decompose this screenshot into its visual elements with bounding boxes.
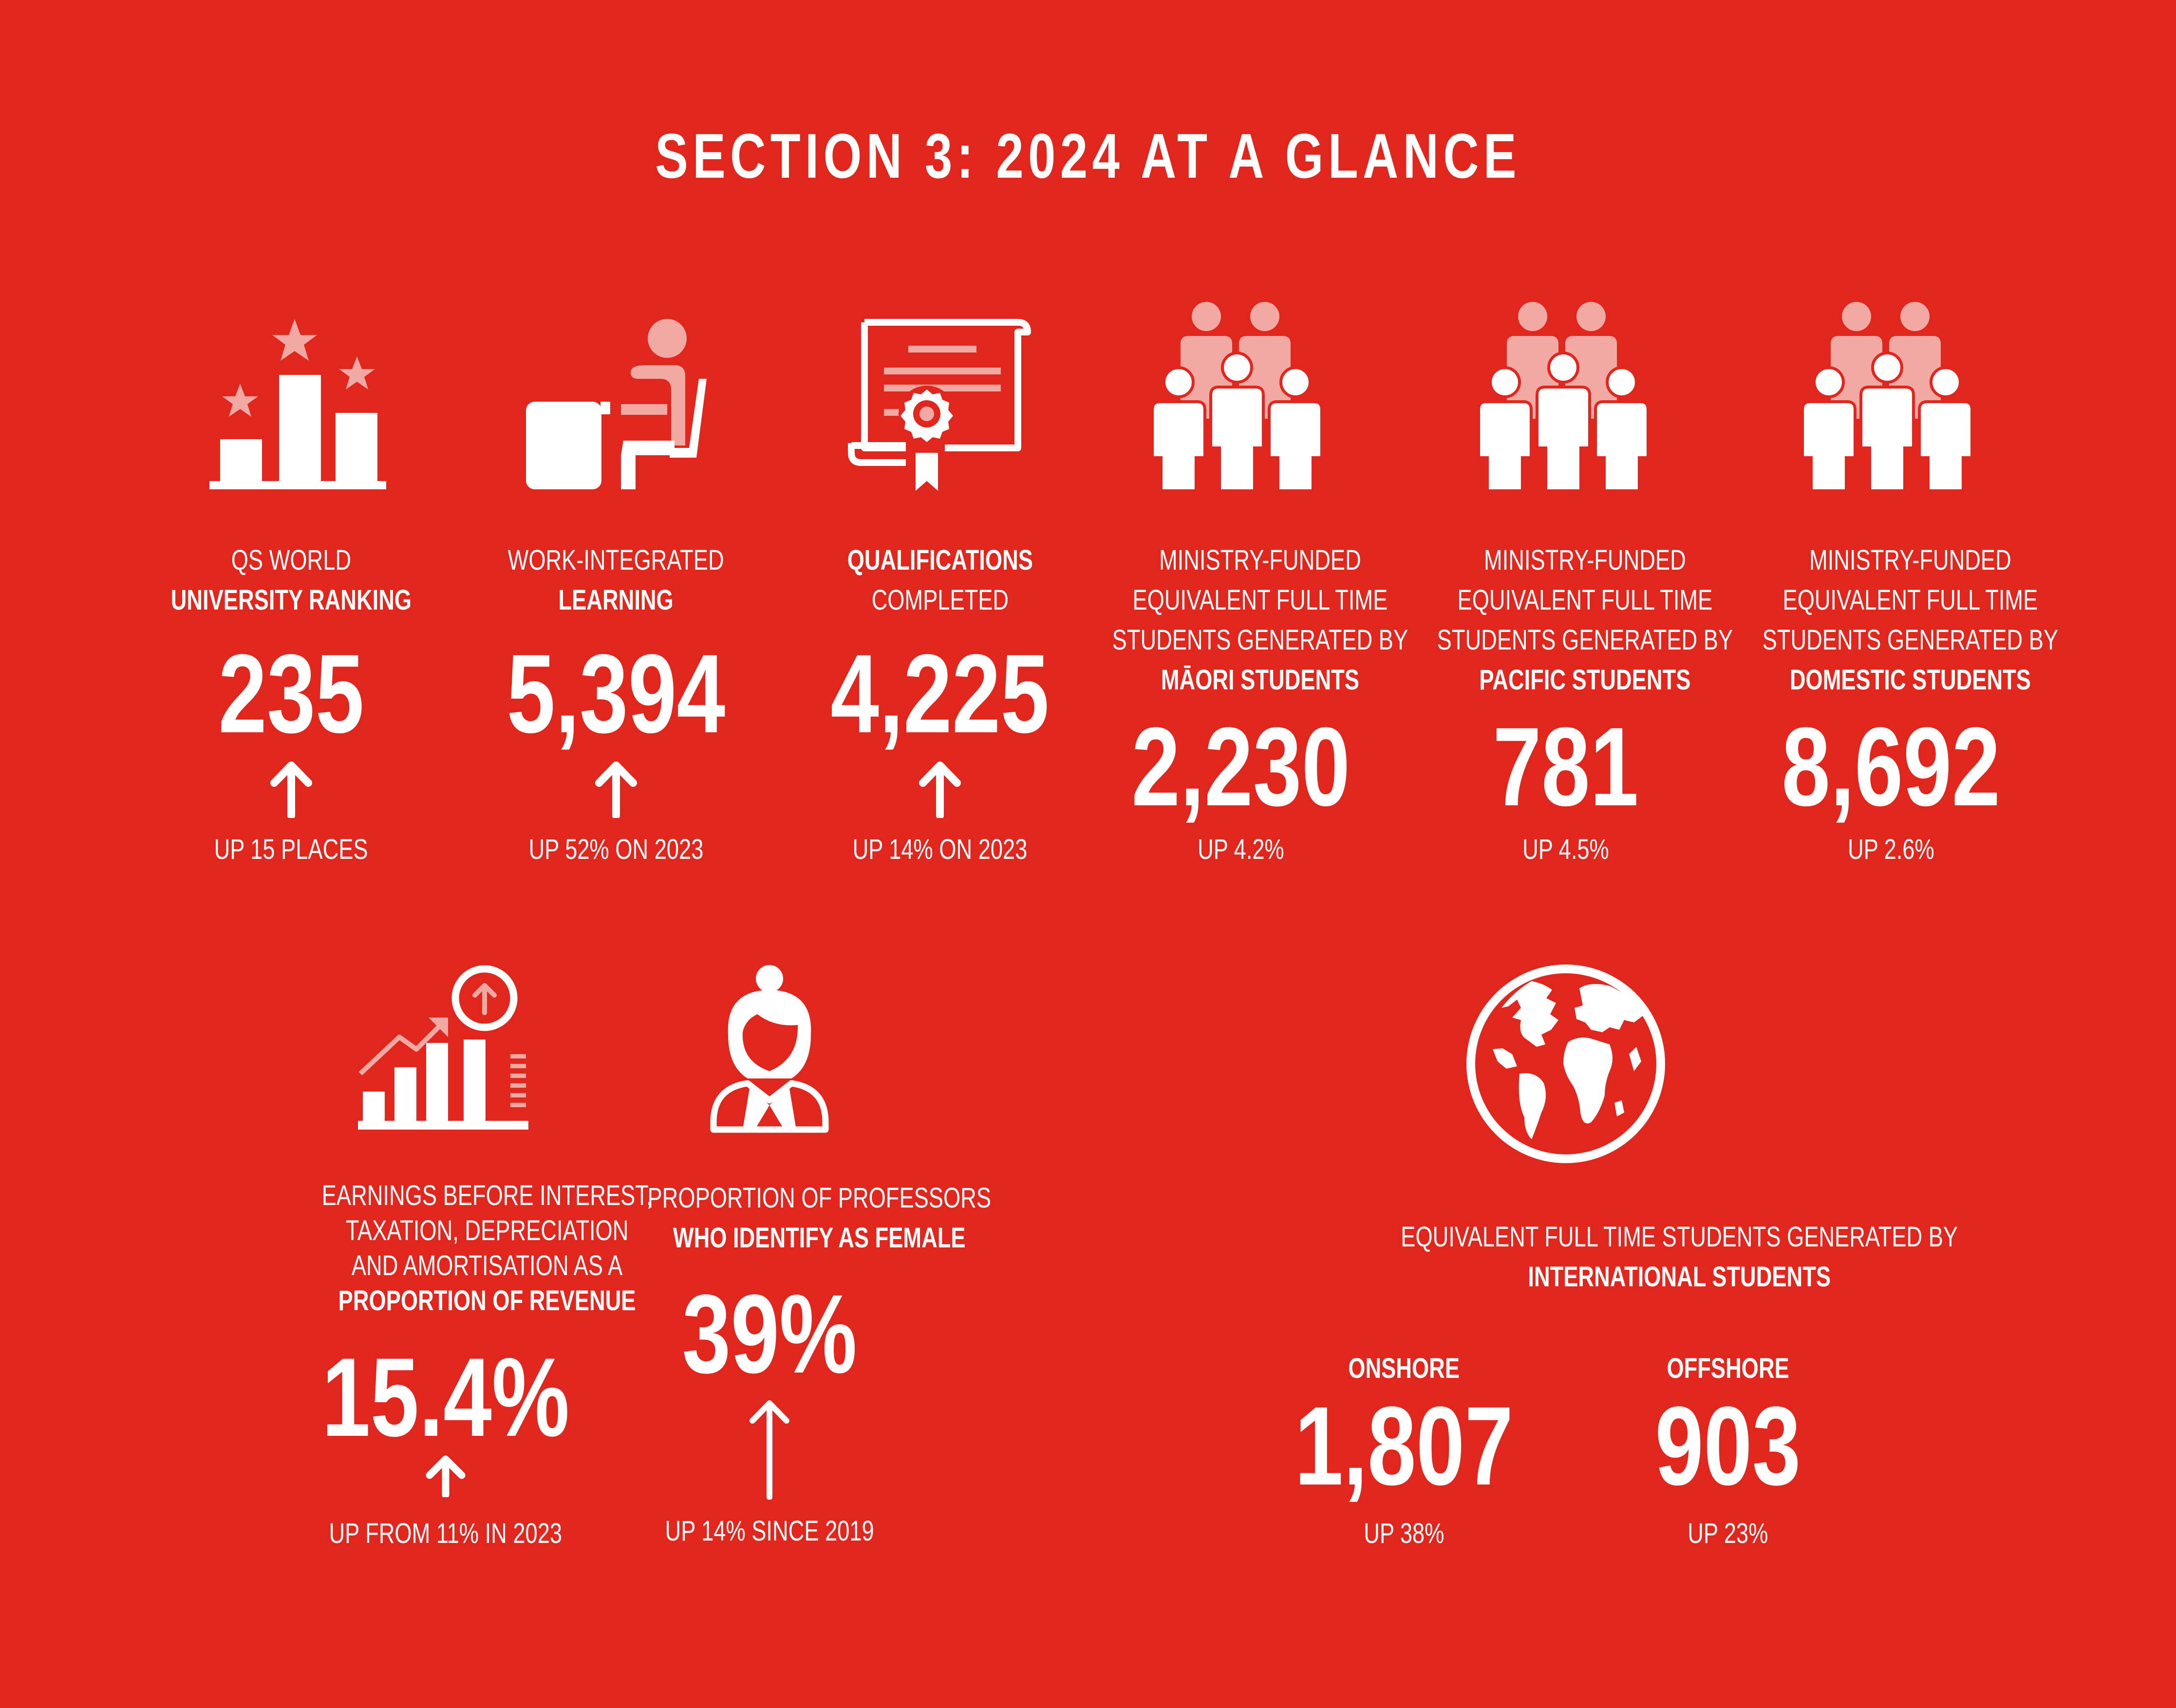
stat-label: QS WORLD bbox=[231, 544, 352, 576]
stat-label: PROPORTION OF PROFESSORS bbox=[647, 1182, 992, 1214]
stat-label-bold: INTERNATIONAL STUDENTS bbox=[1528, 1261, 1831, 1293]
stat-label: STUDENTS GENERATED BY bbox=[1112, 624, 1408, 656]
female-professor-icon bbox=[701, 962, 838, 1137]
stat-trend: UP 4.2% bbox=[1198, 834, 1284, 865]
stat-trend-wrap bbox=[599, 1514, 940, 1548]
stat-value: 235 bbox=[218, 631, 364, 756]
stat-pacific-students bbox=[1395, 540, 1736, 700]
offshore-trend: UP 23% bbox=[1688, 1518, 1768, 1549]
offshore-value: 903 bbox=[1655, 1383, 1801, 1508]
stat-trend-wrap bbox=[1395, 833, 1736, 867]
stat-trend: UP 15 PLACES bbox=[214, 834, 369, 865]
stat-label: EARNINGS BEFORE INTEREST, bbox=[321, 1180, 653, 1211]
offshore-heading: OFFSHORE bbox=[1667, 1353, 1789, 1384]
offshore-block bbox=[1557, 1349, 1898, 1389]
stat-trend-wrap bbox=[446, 833, 787, 867]
stat-label-bold: PROPORTION OF REVENUE bbox=[338, 1285, 636, 1317]
stat-label-bold: WHO IDENTIFY AS FEMALE bbox=[673, 1222, 966, 1254]
stat-value-wrap bbox=[1721, 704, 2062, 829]
page-title: SECTION 3: 2024 AT A GLANCE bbox=[655, 120, 1521, 191]
stat-label: TAXATION, DEPRECIATION bbox=[345, 1215, 629, 1246]
stat-label-bold: MĀORI STUDENTS bbox=[1161, 664, 1359, 696]
stat-trend-wrap bbox=[1070, 833, 1411, 867]
stat-work-integrated bbox=[446, 540, 787, 620]
stat-label: EQUIVALENT FULL TIME bbox=[1132, 584, 1388, 616]
globe-icon bbox=[1463, 962, 1668, 1166]
stat-trend: UP 52% ON 2023 bbox=[528, 834, 704, 865]
stat-trend-wrap bbox=[1557, 1517, 1898, 1551]
stat-trend: UP 14% ON 2023 bbox=[852, 834, 1028, 865]
up-arrow-icon bbox=[745, 1397, 794, 1500]
people-group-icon bbox=[1476, 297, 1656, 492]
stat-qs-ranking bbox=[121, 540, 462, 620]
student-desk-icon bbox=[524, 316, 713, 492]
people-group-icon bbox=[1149, 297, 1330, 492]
stat-label: EQUIVALENT FULL TIME bbox=[1457, 584, 1713, 616]
onshore-block bbox=[1234, 1349, 1575, 1389]
stat-label: STUDENTS GENERATED BY bbox=[1437, 624, 1733, 656]
stat-label: STUDENTS GENERATED BY bbox=[1762, 624, 2059, 656]
stat-label: COMPLETED bbox=[871, 584, 1009, 616]
stat-trend-wrap bbox=[275, 1517, 616, 1551]
stat-label-bold: QUALIFICATIONS bbox=[847, 544, 1033, 576]
stat-value-wrap bbox=[769, 631, 1110, 756]
stat-value: 2,230 bbox=[1131, 704, 1351, 829]
stat-value-wrap bbox=[1070, 704, 1411, 829]
onshore-value: 1,807 bbox=[1294, 1383, 1514, 1508]
stat-trend-wrap bbox=[1234, 1517, 1575, 1551]
stat-domestic-students bbox=[1721, 540, 2062, 700]
growth-chart-icon bbox=[356, 964, 531, 1134]
stat-trend: UP 2.6% bbox=[1848, 834, 1934, 865]
stat-label: MINISTRY-FUNDED bbox=[1484, 544, 1686, 576]
stat-label: AND AMORTISATION AS A bbox=[351, 1250, 623, 1281]
stat-label: EQUIVALENT FULL TIME bbox=[1782, 584, 2038, 616]
stat-value-wrap bbox=[599, 1271, 940, 1396]
stat-maori-students bbox=[1070, 540, 1411, 700]
stat-value: 39% bbox=[682, 1271, 857, 1396]
ranking-podium-icon bbox=[207, 316, 387, 492]
stat-qualifications bbox=[769, 540, 1110, 620]
stat-label: WORK-INTEGRATED bbox=[507, 544, 725, 576]
stat-label-bold: LEARNING bbox=[558, 584, 674, 616]
stat-trend: UP 4.5% bbox=[1522, 834, 1609, 865]
stat-value-wrap bbox=[121, 631, 462, 756]
stat-value: 781 bbox=[1493, 704, 1639, 829]
stat-value: 5,394 bbox=[506, 631, 726, 756]
onshore-heading: ONSHORE bbox=[1348, 1353, 1460, 1384]
stat-value: 15.4% bbox=[321, 1335, 570, 1460]
stat-value-wrap bbox=[446, 631, 787, 756]
stat-label-bold: UNIVERSITY RANKING bbox=[170, 584, 412, 616]
stat-international bbox=[1322, 1217, 1958, 1297]
up-arrow-icon bbox=[918, 760, 962, 818]
stat-female-professors bbox=[599, 1178, 992, 1258]
stat-trend-wrap bbox=[1721, 833, 2062, 867]
onshore-trend: UP 38% bbox=[1364, 1518, 1444, 1549]
stat-value: 4,225 bbox=[830, 631, 1050, 756]
people-group-icon bbox=[1800, 297, 1980, 492]
stat-trend-wrap bbox=[121, 833, 462, 867]
stat-value-wrap bbox=[1234, 1383, 1575, 1508]
stat-trend: UP FROM 11% IN 2023 bbox=[329, 1518, 563, 1549]
up-arrow-icon bbox=[594, 760, 638, 818]
stat-value-wrap bbox=[275, 1335, 616, 1460]
up-arrow-icon bbox=[269, 760, 313, 818]
stat-label-bold: DOMESTIC STUDENTS bbox=[1789, 664, 2031, 696]
stat-value-wrap bbox=[1395, 704, 1736, 829]
stat-label: MINISTRY-FUNDED bbox=[1159, 544, 1361, 576]
stat-label-bold: PACIFIC STUDENTS bbox=[1479, 664, 1691, 696]
certificate-icon bbox=[843, 316, 1037, 492]
stat-label: MINISTRY-FUNDED bbox=[1809, 544, 2011, 576]
stat-value-wrap bbox=[1557, 1383, 1898, 1508]
stat-value: 8,692 bbox=[1782, 704, 2001, 829]
stat-trend: UP 14% SINCE 2019 bbox=[665, 1515, 874, 1547]
up-arrow-icon bbox=[424, 1453, 468, 1497]
stat-trend-wrap bbox=[769, 833, 1110, 867]
stat-ebitda bbox=[275, 1178, 653, 1318]
stat-label: EQUIVALENT FULL TIME STUDENTS GENERATED BY bbox=[1401, 1221, 1958, 1253]
